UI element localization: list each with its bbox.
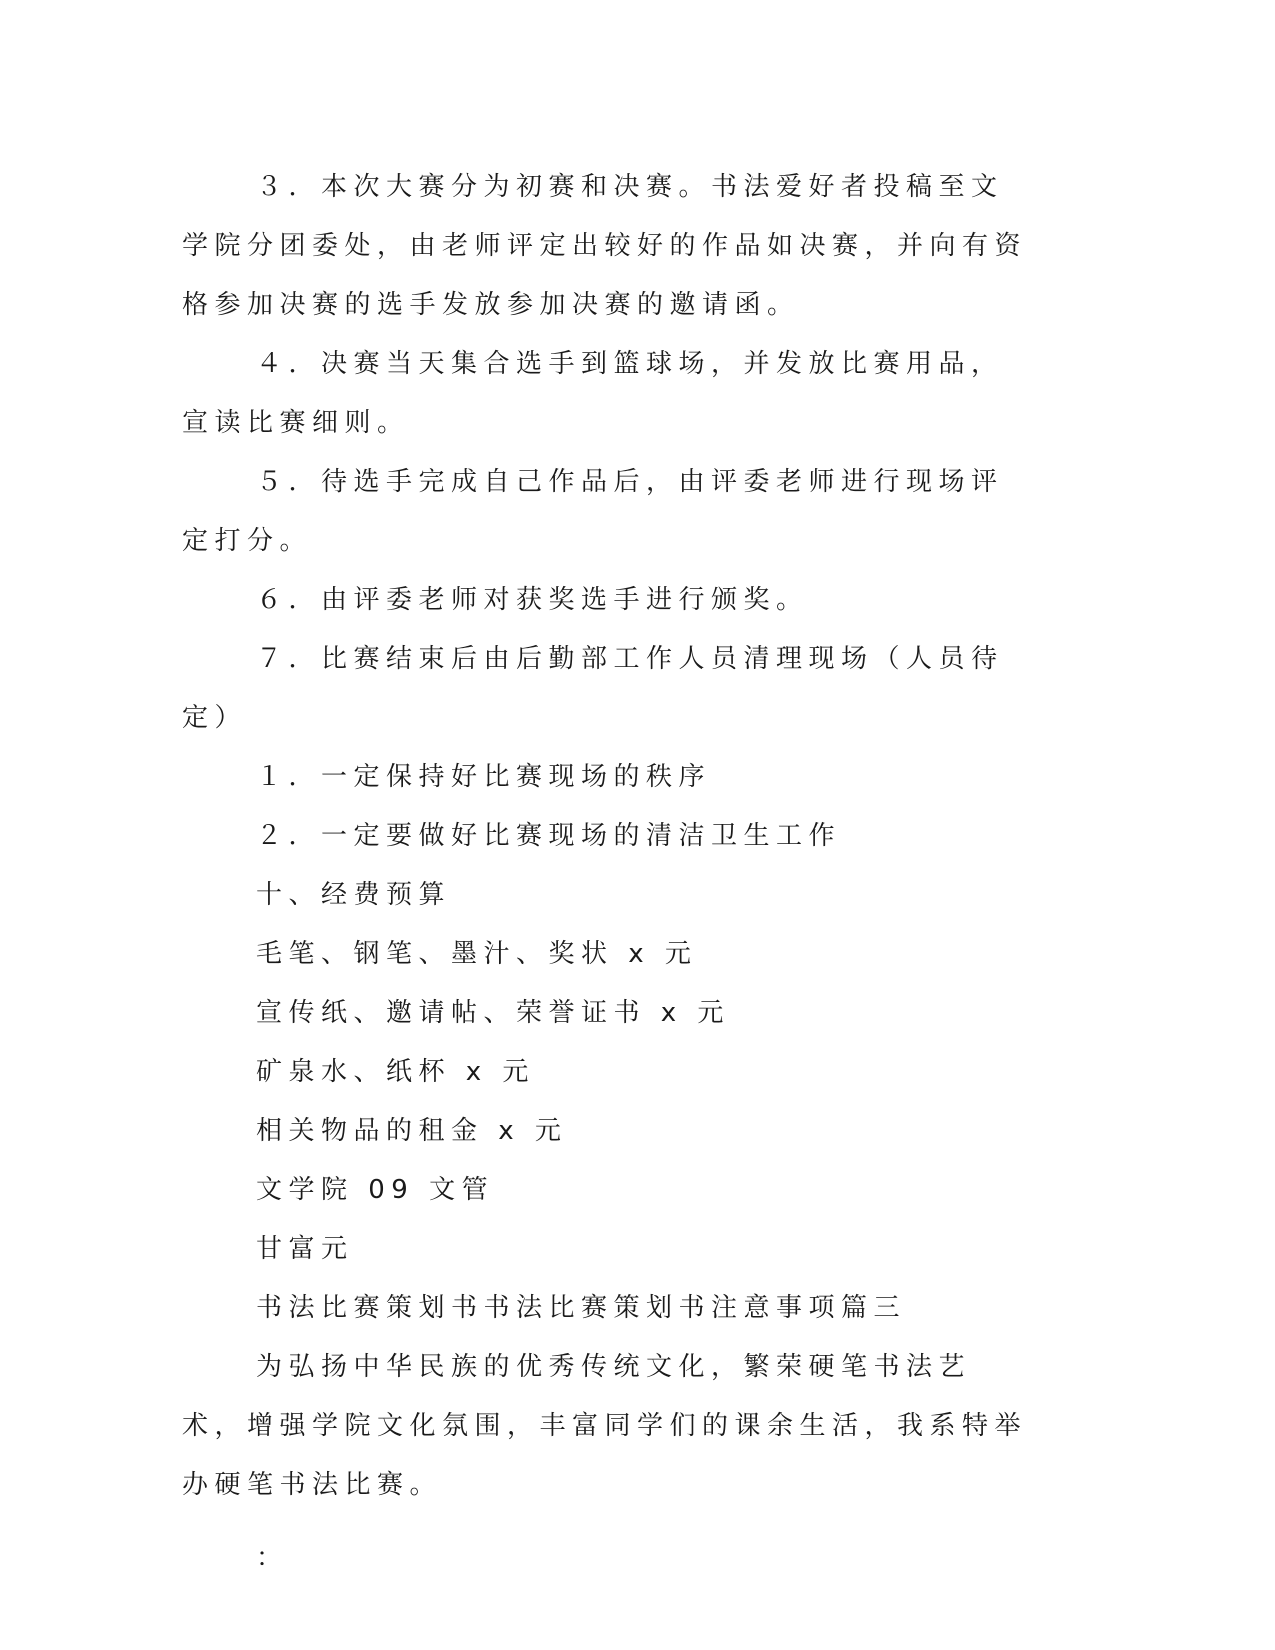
- paragraph-note-2-hygiene: ２．一定要做好比赛现场的清洁卫生工作: [256, 821, 842, 851]
- document-body: [182, 158, 1032, 1588]
- paragraph-colon: ：: [256, 1543, 289, 1573]
- organizer-name: 甘富元: [256, 1234, 354, 1264]
- section-title-part-three: 书法比赛策划书书法比赛策划书注意事项篇三: [256, 1293, 907, 1323]
- paragraph-purpose: 为弘扬中华民族的优秀传统文化，繁荣硬笔书法艺术，增强学院文化氛围，丰富同学们的课余生活，我系特举办硬笔书法比赛。: [182, 1352, 1028, 1500]
- paragraph-item-7-cleanup: ７．比赛结束后由后勤部工作人员清理现场（人员待定）: [182, 644, 1004, 733]
- section-heading-budget: 十、经费预算: [256, 880, 452, 910]
- organizer-department: 文学院 09 文管: [256, 1175, 495, 1205]
- paragraph-item-5-scoring: ５．待选手完成自己作品后，由评委老师进行现场评定打分。: [182, 467, 1004, 556]
- budget-line-pens-ink: 毛笔、钢笔、墨汁、奖状 x 元: [256, 939, 698, 969]
- budget-line-water-cups: 矿泉水、纸杯 x 元: [256, 1057, 535, 1087]
- paragraph-item-6-awards: ６．由评委老师对获奖选手进行颁奖。: [256, 585, 809, 615]
- paragraph-note-1-order: １．一定保持好比赛现场的秩序: [256, 762, 712, 792]
- budget-line-paper-certificates: 宣传纸、邀请帖、荣誉证书 x 元: [256, 998, 730, 1028]
- paragraph-item-3-preliminary-final: ３．本次大赛分为初赛和决赛。书法爱好者投稿至文学院分团委处，由老师评定出较好的作品如决赛，并向有资格参加决赛的选手发放参加决赛的邀请函。: [182, 172, 1028, 320]
- budget-line-rental: 相关物品的租金 x 元: [256, 1116, 568, 1146]
- paragraph-item-4-final-day: ４．决赛当天集合选手到篮球场，并发放比赛用品，宣读比赛细则。: [182, 349, 1004, 438]
